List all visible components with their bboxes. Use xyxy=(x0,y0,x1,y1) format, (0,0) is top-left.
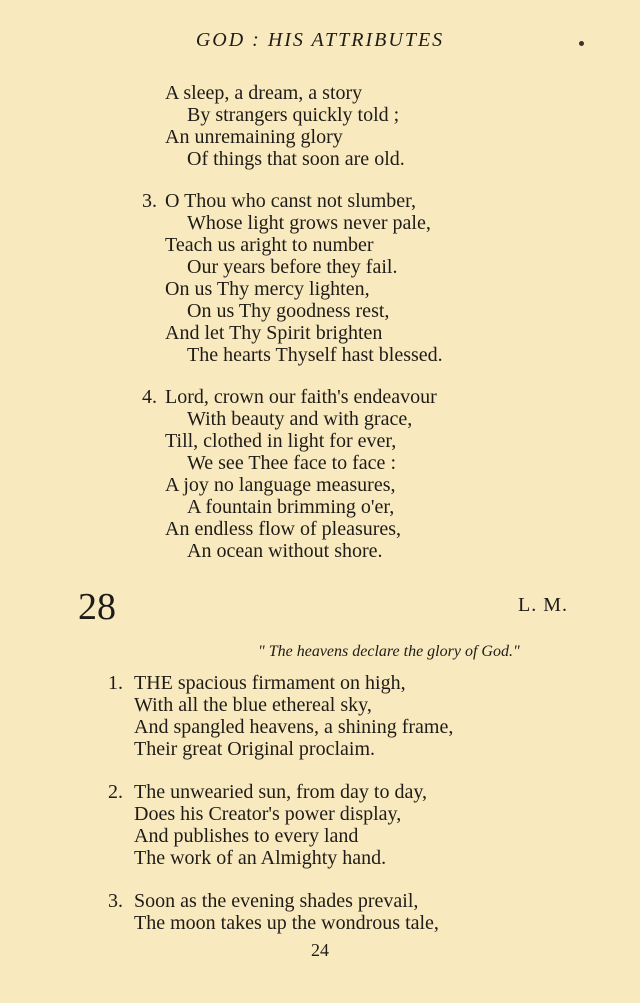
verse-line: And publishes to every land xyxy=(134,825,359,847)
verse-line: And spangled heavens, a shining frame, xyxy=(134,716,454,738)
verse-line: The work of an Almighty hand. xyxy=(134,847,387,869)
verse-line: Teach us aright to number xyxy=(165,234,374,256)
running-header: GOD : HIS ATTRIBUTES xyxy=(195,29,445,51)
verse-line: An ocean without shore. xyxy=(187,540,383,562)
stanza-number: 3. xyxy=(108,890,123,912)
verse-line: 2. The unwearied sun, from day to day, xyxy=(0,781,640,803)
hymn-title: " The heavens declare the glory of God." xyxy=(258,643,520,660)
stanza-number: 4. xyxy=(142,386,157,408)
stanza-number: 1. xyxy=(108,672,123,694)
stanza-4 xyxy=(0,386,640,562)
verse-line: The moon takes up the wondrous tale, xyxy=(134,912,439,934)
verse-line: Their great Original proclaim. xyxy=(134,738,376,760)
verse-line: Till, clothed in light for ever, xyxy=(165,430,397,452)
verse-line: Of things that soon are old. xyxy=(187,148,405,170)
verse-line: With beauty and with grace, xyxy=(187,408,413,430)
verse-line: 3. O Thou who canst not slumber, xyxy=(0,190,640,212)
stanza-number: 2. xyxy=(108,781,123,803)
verse-line: A sleep, a dream, a story xyxy=(165,82,363,104)
verse-line: An endless flow of pleasures, xyxy=(165,518,402,540)
ink-mark xyxy=(579,41,584,46)
stanza-3 xyxy=(0,190,640,366)
verse-line: 1. THE spacious firmament on high, xyxy=(0,672,640,694)
verse-line: A joy no language measures, xyxy=(165,474,396,496)
hymn-meter: L. M. xyxy=(518,594,568,616)
verse-line: Our years before they fail. xyxy=(187,256,398,278)
verse-line: Whose light grows never pale, xyxy=(187,212,431,234)
verse-line: A fountain brimming o'er, xyxy=(187,496,395,518)
page-number: 24 xyxy=(311,940,329,960)
verse-line: Does his Creator's power display, xyxy=(134,803,402,825)
hymn-28-stanza-1 xyxy=(0,672,640,760)
verse-line: And let Thy Spirit brighten xyxy=(165,322,383,344)
stanza-continued xyxy=(0,82,640,170)
hymn-28-stanza-3 xyxy=(0,890,640,934)
verse-line: With all the blue ethereal sky, xyxy=(134,694,372,716)
verse-line: On us Thy goodness rest, xyxy=(187,300,390,322)
hymn-28-stanza-2 xyxy=(0,781,640,869)
hymn-number: 28 xyxy=(78,586,116,628)
verse-line: An unremaining glory xyxy=(165,126,343,148)
verse-line: 3. Soon as the evening shades prevail, xyxy=(0,890,640,912)
verse-line: We see Thee face to face : xyxy=(187,452,396,474)
stanza-number: 3. xyxy=(142,190,157,212)
verse-line: 4. Lord, crown our faith's endeavour xyxy=(0,386,640,408)
verse-line: On us Thy mercy lighten, xyxy=(165,278,370,300)
verse-line: By strangers quickly told ; xyxy=(187,104,400,126)
verse-line: The hearts Thyself hast blessed. xyxy=(187,344,443,366)
